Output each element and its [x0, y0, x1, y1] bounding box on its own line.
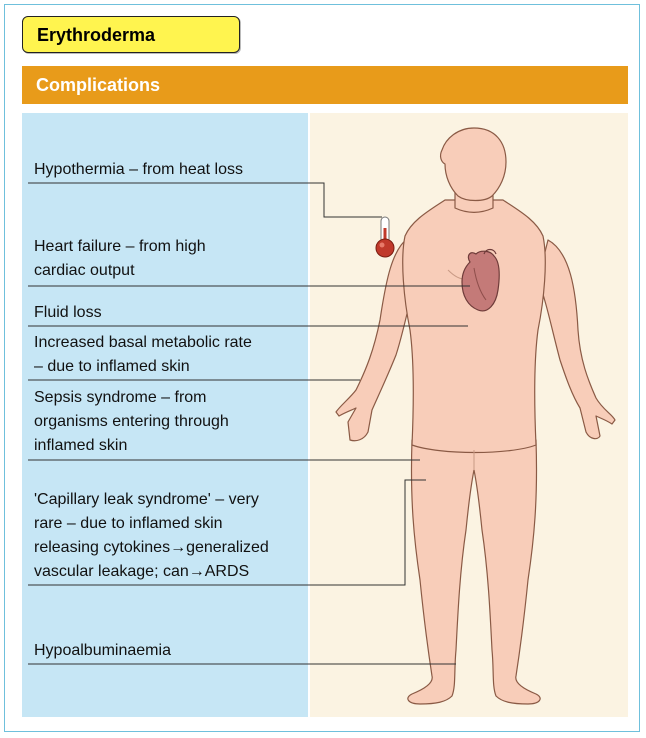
section-title: Complications: [36, 75, 161, 95]
label-line: inflamed skin: [34, 437, 128, 454]
label-line: organisms entering through: [34, 413, 229, 430]
label-line: 'Capillary leak syndrome' – very: [34, 491, 259, 508]
label-line: Hypothermia – from heat loss: [34, 161, 243, 178]
label-line: rare – due to inflamed skin: [34, 515, 223, 532]
label-line: cardiac output: [34, 262, 135, 279]
label-line: releasing cytokines→generalized: [34, 539, 269, 556]
label-line: Increased basal metabolic rate: [34, 334, 252, 351]
label-line: – due to inflamed skin: [34, 358, 190, 375]
leader-line-capillary-leak: [28, 480, 426, 585]
label-line: Hypoalbuminaemia: [34, 642, 171, 659]
thermometer-icon: [376, 217, 394, 257]
label-line: vascular leakage; can→ARDS: [34, 563, 250, 580]
label-line: Fluid loss: [34, 304, 102, 321]
human-body-figure: [336, 128, 615, 704]
leader-line-hypothermia: [28, 183, 382, 217]
label-line: Heart failure – from high: [34, 238, 206, 255]
figure-title: Erythroderma: [37, 25, 156, 45]
label-line: Sepsis syndrome – from: [34, 389, 207, 406]
